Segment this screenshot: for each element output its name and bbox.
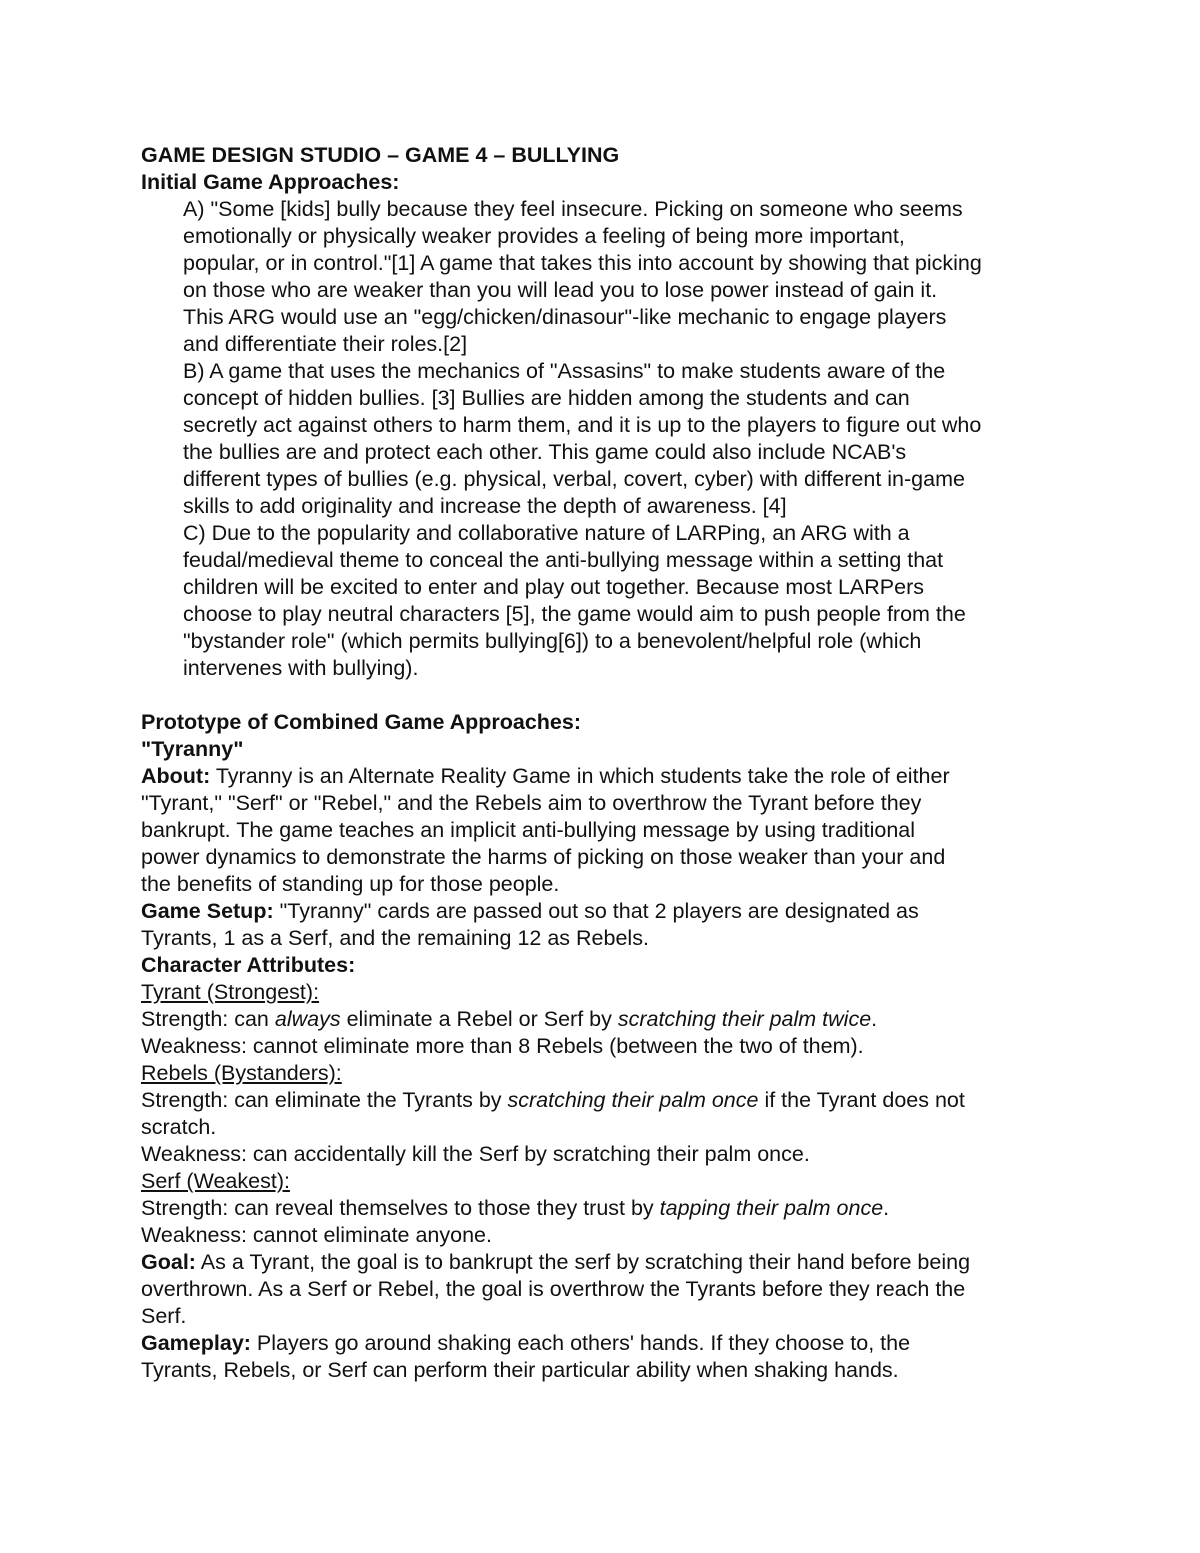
approach-a-line: emotionally or physically weaker provides a feeling of being more important,	[183, 224, 905, 248]
document-page	[141, 142, 1081, 1384]
gameplay-section	[141, 1330, 1081, 1384]
tyrant-strength-text: .	[871, 1007, 878, 1031]
tyrant-weakness: Weakness: cannot eliminate more than 8 Rebels (between the two of them).	[141, 1034, 864, 1058]
tyrant-strength-emphasis: scratching their palm twice	[617, 1007, 872, 1031]
tyrant-strength	[141, 1006, 1081, 1033]
gameplay-text: Players go around shaking each others' hands. If they choose to, the	[256, 1331, 911, 1355]
serf-strength-text: .	[883, 1196, 890, 1220]
approach-b-line: the bullies are and protect each other. This game could also include NCAB's	[183, 440, 907, 464]
approach-b-line: secretly act against others to harm them, and it is up to the players to figure out who	[183, 413, 982, 437]
tyrant-strength-emphasis: always	[274, 1007, 341, 1031]
gameplay-line: Tyrants, Rebels, or Serf can perform their particular ability when shaking hands.	[141, 1358, 899, 1382]
rebels-section	[141, 1060, 1081, 1168]
about-text: Tyranny is an Alternate Reality Game in which students take the role of either	[215, 764, 950, 788]
about-label: About:	[141, 764, 211, 788]
spacer	[141, 682, 1081, 709]
goal-line: Serf.	[141, 1304, 187, 1328]
prototype-heading: Prototype of Combined Game Approaches:	[141, 710, 582, 734]
approach-c	[141, 520, 1081, 682]
approach-b-line: skills to add originality and increase the depth of awareness. [4]	[183, 494, 787, 518]
approach-b-line: concept of hidden bullies. [3] Bullies are hidden among the students and can	[183, 386, 910, 410]
tyrant-strength-text: eliminate a Rebel or Serf by	[340, 1007, 618, 1031]
goal-section	[141, 1249, 1081, 1330]
goal-line: overthrown. As a Serf or Rebel, the goal is overthrow the Tyrants before they reach the	[141, 1277, 966, 1301]
about-line: bankrupt. The game teaches an implicit anti-bullying message by using traditional	[141, 818, 916, 842]
goal-text: As a Tyrant, the goal is to bankrupt the serf by scratching their hand before being	[200, 1250, 971, 1274]
approach-b	[141, 358, 1081, 520]
approach-a-line: popular, or in control."[1] A game that takes this into account by showing that picking	[183, 251, 982, 275]
setup-label: Game Setup:	[141, 899, 274, 923]
rebels-heading: Rebels (Bystanders):	[141, 1061, 342, 1085]
rebels-strength-text: Strength: can eliminate the Tyrants by	[141, 1088, 508, 1112]
gameplay-label: Gameplay:	[141, 1331, 251, 1355]
rebels-strength-emphasis: scratching their palm once	[507, 1088, 759, 1112]
tyrant-heading: Tyrant (Strongest):	[141, 980, 320, 1004]
serf-strength	[141, 1195, 1081, 1222]
rebels-strength-text: if the Tyrant does not	[758, 1088, 965, 1112]
approach-c-line: "bystander role" (which permits bullying[6]) to a benevolent/helpful role (which	[183, 629, 922, 653]
setup-section	[141, 898, 1081, 952]
tyrant-strength-text: Strength: can	[141, 1007, 275, 1031]
approach-a-line: A) "Some [kids] bully because they feel insecure. Picking on someone who seems	[183, 197, 963, 221]
about-line: power dynamics to demonstrate the harms of picking on those weaker than your and	[141, 845, 946, 869]
serf-section	[141, 1168, 1081, 1249]
approach-c-line: intervenes with bullying).	[183, 656, 419, 680]
approach-b-line: B) A game that uses the mechanics of "Assasins" to make students aware of the	[183, 359, 946, 383]
about-line: the benefits of standing up for those people.	[141, 872, 560, 896]
game-name: "Tyranny"	[141, 737, 244, 761]
serf-strength-text: Strength: can reveal themselves to those they trust by	[141, 1196, 660, 1220]
serf-strength-emphasis: tapping their palm once	[659, 1196, 884, 1220]
about-section	[141, 763, 1081, 898]
tyrant-section	[141, 979, 1081, 1060]
approach-c-line: children will be excited to enter and play out together. Because most LARPers	[183, 575, 924, 599]
document-title: GAME DESIGN STUDIO – GAME 4 – BULLYING	[141, 143, 620, 167]
setup-line: Tyrants, 1 as a Serf, and the remaining 12 as Rebels.	[141, 926, 649, 950]
initial-approaches-heading: Initial Game Approaches:	[141, 170, 400, 194]
approach-a-line: on those who are weaker than you will lead you to lose power instead of gain it.	[183, 278, 938, 302]
approach-a	[141, 196, 1081, 358]
rebels-weakness: Weakness: can accidentally kill the Serf by scratching their palm once.	[141, 1142, 810, 1166]
approach-b-line: different types of bullies (e.g. physical, verbal, covert, cyber) with different in-game	[183, 467, 965, 491]
approach-c-line: choose to play neutral characters [5], the game would aim to push people from the	[183, 602, 966, 626]
serf-heading: Serf (Weakest):	[141, 1169, 290, 1193]
approach-a-line: and differentiate their roles.[2]	[183, 332, 468, 356]
rebels-strength-line: scratch.	[141, 1115, 217, 1139]
approach-c-line: C) Due to the popularity and collaborative nature of LARPing, an ARG with a	[183, 521, 910, 545]
approach-a-line: This ARG would use an "egg/chicken/dinasour"-like mechanic to engage players	[183, 305, 947, 329]
rebels-strength	[141, 1087, 1081, 1114]
setup-text: "Tyranny" cards are passed out so that 2 players are designated as	[279, 899, 919, 923]
character-attributes-heading: Character Attributes:	[141, 953, 356, 977]
goal-label: Goal:	[141, 1250, 196, 1274]
about-line: "Tyrant," "Serf" or "Rebel," and the Rebels aim to overthrow the Tyrant before they	[141, 791, 922, 815]
serf-weakness: Weakness: cannot eliminate anyone.	[141, 1223, 492, 1247]
approach-c-line: feudal/medieval theme to conceal the anti-bullying message within a setting that	[183, 548, 944, 572]
